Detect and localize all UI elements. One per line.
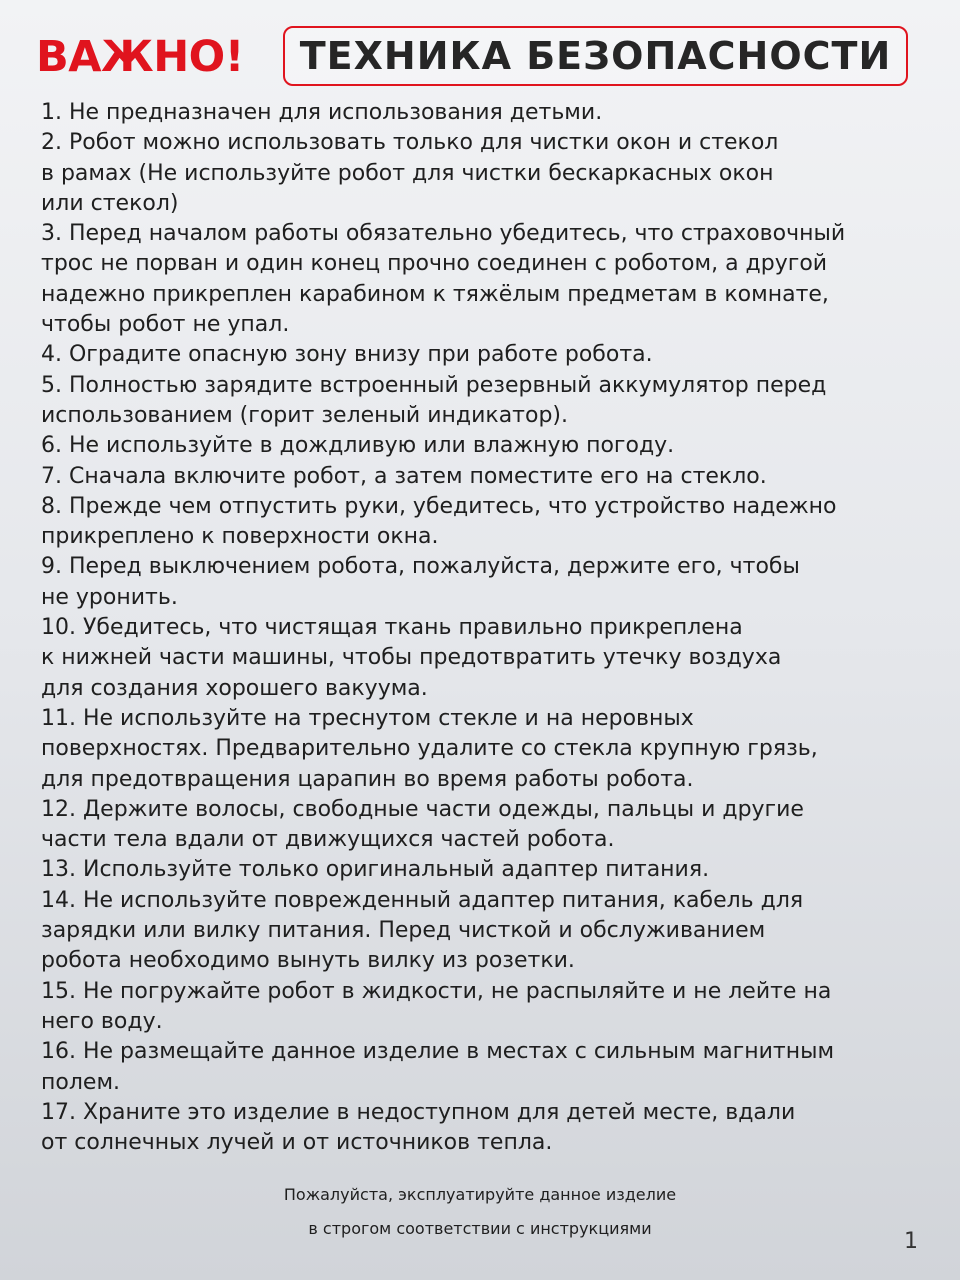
rule-line: не уронить. <box>41 584 178 610</box>
rule-line: 3. Перед началом работы обязательно убедитесь, что страховочный <box>41 221 846 247</box>
rule-line: чтобы робот не упал. <box>41 312 290 338</box>
rule-line: 5. Полностью зарядите встроенный резервный аккумулятор перед <box>41 372 827 398</box>
rule-line: трос не порван и один конец прочно соединен с роботом, а другой <box>41 251 828 277</box>
rule-line: 15. Не погружайте робот в жидкости, не распыляйте и не лейте на <box>41 978 832 1004</box>
rule-line: прикреплено к поверхности окна. <box>41 524 439 550</box>
rule-line: робота необходимо вынуть вилку из розетки. <box>41 948 575 974</box>
rule-line: 6. Не используйте в дождливую или влажную погоду. <box>41 433 675 459</box>
safety-rule <box>41 98 941 128</box>
rule-line: для предотвращения царапин во время работы робота. <box>41 766 694 792</box>
safety-rule <box>41 371 941 432</box>
rule-line: него воду. <box>41 1008 163 1034</box>
rule-line: зарядки или вилку питания. Перед чисткой и обслуживанием <box>41 918 766 944</box>
safety-rule <box>41 219 941 340</box>
safety-rule <box>41 340 941 370</box>
safety-rule <box>41 795 941 856</box>
rule-line: для создания хорошего вакуума. <box>41 675 428 701</box>
title-frame <box>283 26 908 86</box>
rule-line: 12. Держите волосы, свободные части одежды, пальцы и другие <box>41 796 804 822</box>
header <box>36 22 908 88</box>
safety-rule <box>41 977 941 1038</box>
important-label: ВАЖНО! <box>36 32 244 82</box>
rule-line: или стекол) <box>41 190 179 216</box>
rule-line: 4. Оградите опасную зону внизу при работе робота. <box>41 342 653 368</box>
rule-line: от солнечных лучей и от источников тепла. <box>41 1130 553 1156</box>
rule-line: надежно прикреплен карабином к тяжёлым предметам в комнате, <box>41 281 829 307</box>
rule-line: 2. Робот можно использовать только для чистки окон и стекол <box>41 130 779 156</box>
safety-rules-list <box>41 98 941 1158</box>
rule-line: 17. Храните это изделие в недоступном для детей месте, вдали <box>41 1099 796 1125</box>
rule-line: части тела вдали от движущихся частей робота. <box>41 827 615 853</box>
footer-line-1: Пожалуйста, эксплуатируйте данное изделие <box>283 1185 677 1204</box>
safety-rule <box>41 613 941 704</box>
rule-line: полем. <box>41 1069 121 1095</box>
rule-line: 7. Сначала включите робот, а затем поместите его на стекло. <box>41 463 767 489</box>
rule-line: 10. Убедитесь, что чистящая ткань правильно прикреплена <box>41 615 743 641</box>
safety-rule <box>41 431 941 461</box>
rule-line: 16. Не размещайте данное изделие в местах с сильным магнитным <box>41 1039 835 1065</box>
rule-line: к нижней части машины, чтобы предотвратить утечку воздуха <box>41 645 782 671</box>
safety-rule <box>41 855 941 885</box>
safety-rule <box>41 552 941 613</box>
rule-line: 11. Не используйте на треснутом стекле и на неровных <box>41 705 694 731</box>
rule-line: 14. Не используйте поврежденный адаптер питания, кабель для <box>41 887 804 913</box>
safety-rule <box>41 128 941 219</box>
safety-rule <box>41 704 941 795</box>
rule-line: поверхностях. Предварительно удалите со стекла крупную грязь, <box>41 736 818 762</box>
footer-line-2: в строгом соответствии с инструкциями <box>308 1219 652 1238</box>
page-title: ТЕХНИКА БЕЗОПАСНОСТИ <box>299 34 892 78</box>
footer-notice <box>0 1178 960 1246</box>
safety-rule <box>41 1098 941 1159</box>
rule-line: 9. Перед выключением робота, пожалуйста, держите его, чтобы <box>41 554 800 580</box>
safety-rule <box>41 492 941 553</box>
rule-line: в рамах (Не используйте робот для чистки бескаркасных окон <box>41 160 774 186</box>
safety-rule <box>41 1037 941 1098</box>
rule-line: 8. Прежде чем отпустить руки, убедитесь, что устройство надежно <box>41 493 837 519</box>
rule-line: 13. Используйте только оригинальный адаптер питания. <box>41 857 710 883</box>
safety-rule <box>41 886 941 977</box>
page-number: 1 <box>904 1229 918 1254</box>
safety-rule <box>41 462 941 492</box>
rule-line: использованием (горит зеленый индикатор). <box>41 402 569 428</box>
rule-line: 1. Не предназначен для использования детьми. <box>41 100 603 125</box>
